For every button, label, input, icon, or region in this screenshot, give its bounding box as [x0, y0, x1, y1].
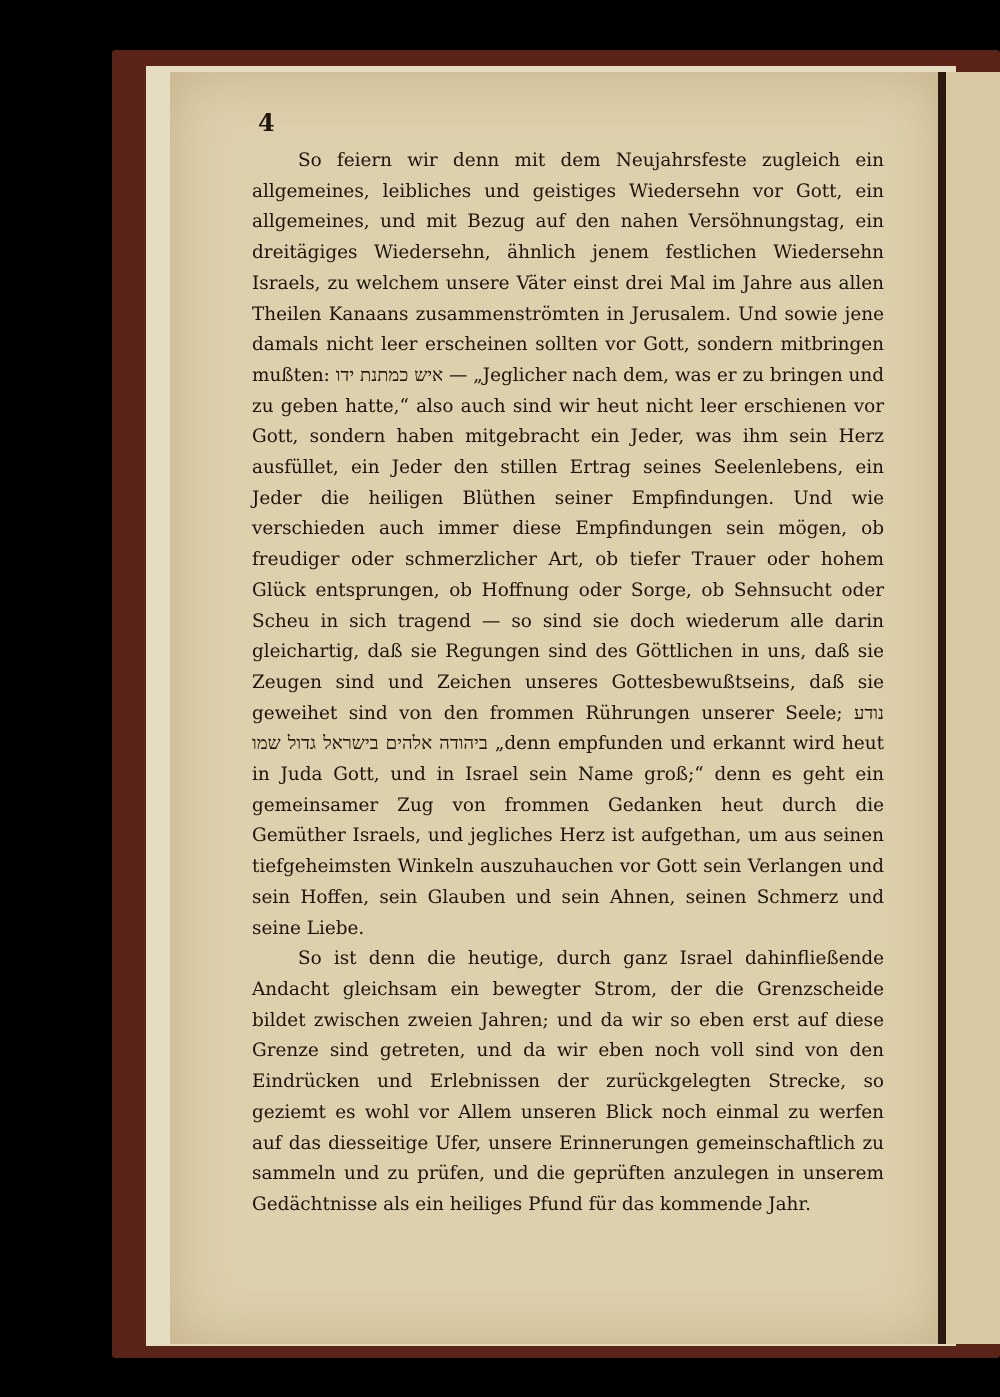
paragraph-1: So feiern wir denn mit dem Neujahrsfeste zugleich ein allgemeines, leibliches und geistiges Wiedersehn vor Gott, ein allgemeines, und mit Bezug auf den nahen Versöhnungstag, ein dreitägiges Wiedersehn, ähnlich jenem festlichen Wiedersehn Israels, zu welchem unsere Väter einst drei Mal im Jahre aus allen Theilen Kanaans zusammenströmten in Jerusalem. Und sowie jene damals nicht leer erscheinen sollten vor Gott, sondern mitbringen mußten: איש כמתנת ידו — „Jeglicher nach dem, was er zu bringen und zu geben hatte,“ also auch sind wir heut nicht leer erschienen vor Gott, sondern haben mitgebracht ein Jeder, was ihm sein Herz ausfüllet, ein Jeder den stillen Ertrag seines Seelenlebens, ein Jeder die heiligen Blüthen seiner Empfindungen. Und wie verschieden auch immer diese Empfindungen sein mögen, ob freudiger oder schmerzlicher Art, ob tiefer Trauer oder hohem Glück entsprungen, ob Hoffnung oder Sorge, ob Sehnsucht oder Scheu in sich tragend — so sind sie doch wiederum alle darin gleichartig, daß sie Regungen sind des Göttlichen in uns, daß sie Zeugen sind und Zeichen unseres Gottesbewußtseins, daß sie geweihet sind von den frommen Rührungen unserer Seele; נודע ביהודה אלהים בישראל גדול שמו „denn empfunden und erkannt wird heut in Juda Gott, und in Israel sein Name groß;“ denn es geht ein gemeinsamer Zug von frommen Gedanken heut durch die Gemüther Israels, und jegliches Herz ist aufgethan, um aus seinen tiefgeheimsten Winkeln auszuhauchen vor Gott sein Verlangen und sein Hoffen, sein Glauben und sein Ahnen, seinen Schmerz und seine Liebe. — [252, 150, 884, 939]
body-text — [252, 146, 884, 1221]
book-gutter — [938, 72, 946, 1344]
paragraph-2: So ist denn die heutige, durch ganz Israel dahinfließende Andacht gleichsam ein bewegter Strom, der die Grenzscheide bildet zwischen zweien Jahren; und da wir so eben erst auf diese Grenze sind getreten, und da wir eben noch voll sind von den Eindrücken und Erlebnissen der zurückgelegten Strecke, so geziemt es wohl vor Allem unseren Blick noch einmal zu werfen auf das diesseitige Ufer, unsere Erinnerungen gemeinschaftlich zu sammeln und zu prüfen, und die geprüften anzulegen in unserem Gedächtnisse als ein heiliges Pfund für das kommende Jahr. — [252, 948, 884, 1215]
next-page-edge — [946, 72, 1000, 1344]
page-number: 4 — [258, 108, 275, 137]
